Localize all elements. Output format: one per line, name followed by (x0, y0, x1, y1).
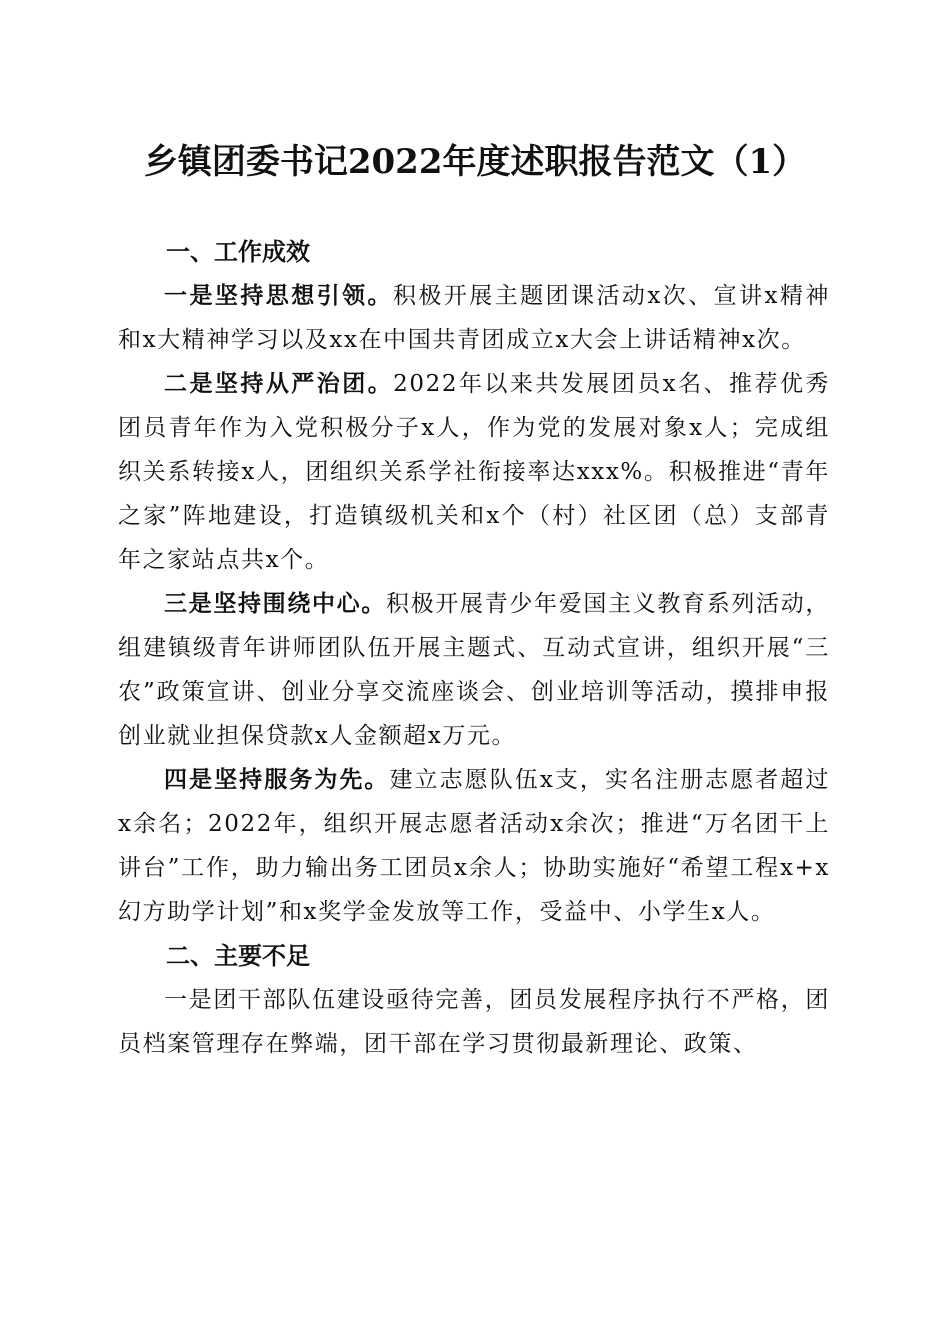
paragraph-central-work (118, 582, 830, 758)
paragraph-lead: 三是坚持围绕中心。 (164, 590, 387, 617)
paragraph-text: 建立志愿队伍x支，实名注册志愿者超过x余名；2022年，组织开展志愿者活动x余次；推进“万名团干上讲台”工作，助力输出务工团员x余人；协助实施好“希望工程x+x幻方助学计划”和x奖学金发放等工作，受益中、小学生x人。 (118, 767, 830, 925)
paragraph-shortcoming-1 (118, 978, 830, 1066)
paragraph-text: 积极开展主题团课活动x次、宣讲x精神和x大精神学习以及xx在中国共青团成立x大会上讲话精神x次。 (118, 283, 830, 353)
paragraph-text: 2022年以来共发展团员x名、推荐优秀团员青年作为入党积极分子x人，作为党的发展对象x人；完成组织关系转接x人，团组织关系学社衔接率达xxx%。积极推进“青年之家”阵地建设，打造镇级机关和x个（村）社区团（总）支部青年之家站点共x个。 (118, 371, 831, 573)
paragraph-strict-governance (118, 362, 830, 582)
paragraph-ideological-guidance (118, 274, 830, 362)
document-title: 乡镇团委书记2022年度述职报告范文（1） (143, 142, 807, 182)
paragraph-text: 一是团干部队伍建设亟待完善，团员发展程序执行不严格，团员档案管理存在弊端，团干部在学习贯彻最新理论、政策、 (118, 987, 830, 1057)
paragraph-service-first (118, 758, 830, 934)
paragraph-lead: 四是坚持服务为先。 (164, 766, 390, 793)
paragraph-text: 积极开展青少年爱国主义教育系列活动，组建镇级青年讲师团队伍开展主题式、互动式宣讲，组织开展“三农”政策宣讲、创业分享交流座谈会、创业培训等活动，摸排申报创业就业担保贷款x人金额超x万元。 (118, 591, 830, 749)
section-heading-shortcomings: 二、主要不足 (166, 942, 310, 970)
section-heading-achievements: 一、工作成效 (166, 238, 310, 266)
document-body (118, 230, 830, 1066)
paragraph-lead: 二是坚持从严治团。 (164, 370, 394, 397)
paragraph-lead: 一是坚持思想引领。 (164, 282, 393, 309)
